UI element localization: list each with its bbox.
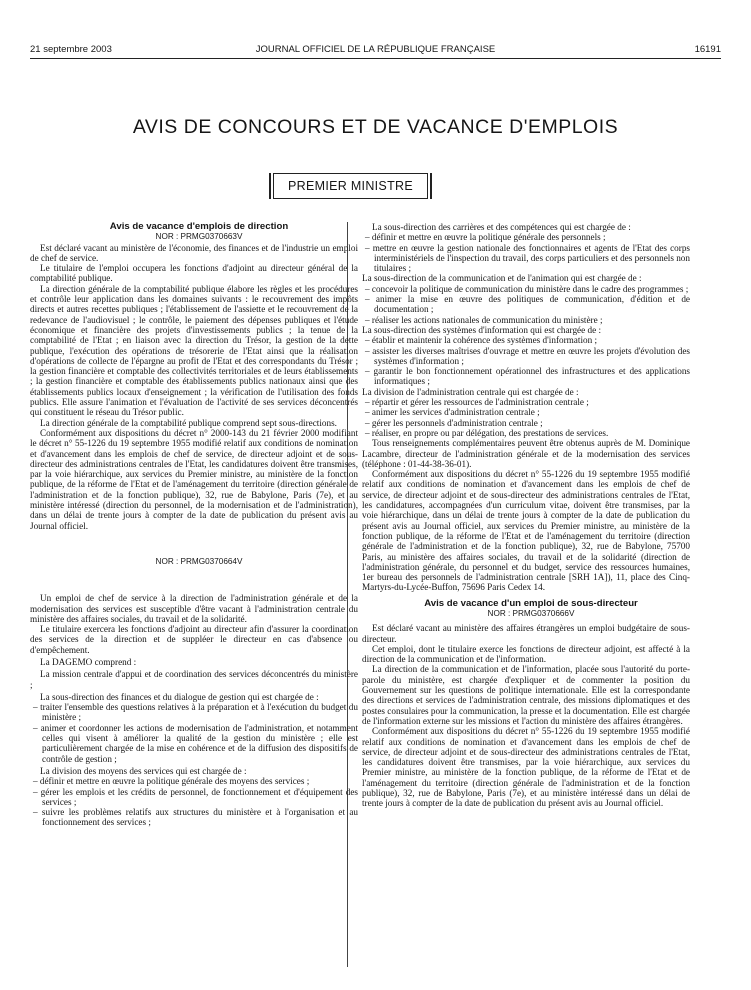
main-title: AVIS DE CONCOURS ET DE VACANCE D'EMPLOIS <box>132 116 619 138</box>
paragraph: Est déclaré vacant au ministère des affaires étrangères un emploi budgétaire de sous-directeur. <box>362 623 690 644</box>
nor-reference: NOR : PRMG0370663V <box>155 232 243 242</box>
section-heading: PREMIER MINISTRE <box>273 173 428 199</box>
list-item: – assister les diverses maîtrises d'ouvrage et mettre en œuvre les projets d'évolution des systèmes d'information ; <box>362 346 690 367</box>
paragraph: Est déclaré vacant au ministère de l'économie, des finances et de l'industrie un emploi de chef de service. <box>30 242 358 263</box>
nor-reference: NOR : PRMG0370664V <box>155 556 243 566</box>
list-item: – gérer les emplois et les crédits de personnel, de fonctionnement et d'équipement des services ; <box>30 787 358 808</box>
avis-heading: Avis de vacance d'un emploi de sous-directeur <box>424 597 638 609</box>
duty-list <box>362 284 690 325</box>
paragraph: Le titulaire de l'emploi occupera les fonctions d'adjoint au directeur général de la comptabilité publique. <box>30 263 358 284</box>
paragraph: La DAGEMO comprend : <box>40 656 137 667</box>
list-item: – animer la mise en œuvre des politiques de communication, d'édition et de documentation ; <box>362 294 690 315</box>
list-item: – suivre les problèmes relatifs aux structures du ministère et à l'organisation et au fonctionnement des services ; <box>30 807 358 828</box>
paragraph: Conformément aux dispositions du décret n° 55-1226 du 19 septembre 1955 modifié relatif aux conditions de nomination et d'avancement dans les emplois de chef de service, de directeur adjoint et de sous-directeur des administrations centrales de l'Etat, les candidatures, accompagnées d'un curriculum vitae, doivent être transmises, par la voie hiérarchique, dans un délai de trente jours à compter de la date de publication du présent avis au Journal officiel, aux services du Premier ministre, au ministère de la fonction publique, de la réforme de l'Etat et de l'aménagement du territoire (direction générale de l'administration et de la fonction publique), 32, rue de Babylone, 75700 Paris, au ministère des affaires sociales, du travail et de la solidarité (direction de l'administration générale, du personnel et du budget, service des ressources humaines, 1er bureau des personnels de l'administration centrale [SRH 1A]), 11, place des Cinq-Martyrs-du-Lycée-Buffon, 75696 Paris Cedex 14. <box>362 469 690 593</box>
paragraph: La direction générale de la comptabilité publique élabore les règles et les procédures et contrôle leur application dans les domaines suivants : le recouvrement des impôts directs et autres recettes publiques ; l'établissement de l'assiette et le recouvrement de la redevance de l'audiovisuel ; le contrôle, le paiement des dépenses publiques et l'étude économique et financière des projets d'investissements publics ; la tenue de la comptabilité de l'Etat ; en liaison avec la direction du Trésor, la gestion de la dette publique, l'exécution des opérations de trésorerie de l'Etat ainsi que la réalisation d'opérations de collecte de l'épargne au profit de l'Etat et des correspondants du Trésor ; la gestion financière et comptable des collectivités territoriales et de leurs établissements ; la gestion financière et comptable des établissements publics nationaux ainsi que des établissements publics locaux d'enseignement ; la vérification de l'utilisation des fonds publics. Elle assure l'animation et l'évaluation de l'activité de ses services déconcentrés qui constituent le réseau du Trésor public. <box>30 283 358 418</box>
paragraph: Conformément aux dispositions du décret n° 2000-143 du 21 février 2000 modifiant le décret n° 55-1226 du 19 septembre 1955 modifié relatif aux conditions de nomination et d'avancement dans les emplois de chef de service, de directeur adjoint et de sous-directeur des administrations centrales de l'Etat, les candidatures doivent être transmises, par la voie hiérarchique, aux services du Premier ministre, au ministère de la fonction publique, de la réforme de l'Etat et de l'aménagement du territoire (direction générale de l'administration et de la fonction publique), 32, rue de Babylone, Paris (7e), et au ministère intéressé (direction du personnel, de la modernisation et de l'administration), dans un délai de trente jours à compter de la date de publication du présent avis au Journal officiel. <box>30 427 358 531</box>
paragraph: La sous-direction des systèmes d'information qui est chargée de : <box>362 324 602 335</box>
list-item: – gérer les personnels d'administration centrale ; <box>362 418 690 428</box>
header-journal-title: JOURNAL OFFICIEL DE LA RÉPUBLIQUE FRANÇAISE <box>255 44 496 55</box>
paragraph: La division des moyens des services qui est chargée de : <box>40 765 247 776</box>
list-item: – mettre en œuvre la gestion nationale des fonctionnaires et agents de l'Etat des corps interministériels de l'inspection du travail, des corps particuliers et des personnels non titulaires ; <box>362 243 690 274</box>
duty-list <box>30 776 358 827</box>
header-date: 21 septembre 2003 <box>30 44 112 55</box>
page-header <box>30 44 721 59</box>
list-item: – traiter l'ensemble des questions relatives à la préparation et à l'exécution du budget du ministère ; <box>30 702 358 723</box>
list-item: – définir et mettre en œuvre la politique générale des moyens des services ; <box>30 776 358 786</box>
list-item: – définir et mettre en œuvre la politique générale des personnels ; <box>362 232 690 242</box>
duty-list <box>362 232 690 273</box>
paragraph: La division de l'administration centrale qui est chargée de : <box>362 386 579 397</box>
paragraph: Tous renseignements complémentaires peuvent être obtenus auprès de M. Dominique Lacambre, directeur de l'administration générale et de la modernisation des services (téléphone : 01-44-38-36-01). <box>362 438 690 469</box>
avis-heading: Avis de vacance d'emplois de direction <box>109 221 289 232</box>
paragraph: Un emploi de chef de service à la direction de l'administration générale et de la modernisation des services est susceptible d'être vacant à l'administration centrale du ministère des affaires sociales, du travail et de la solidarité. <box>30 593 358 624</box>
list-item: – animer les services d'administration centrale ; <box>362 407 690 417</box>
nor-reference: NOR : PRMG0370666V <box>487 608 575 618</box>
paragraph: La sous-direction des finances et du dialogue de gestion qui est chargée de : <box>40 691 319 702</box>
paragraph: La sous-direction des carrières et des compétences qui est chargée de : <box>372 222 631 232</box>
duty-list <box>362 335 690 386</box>
paragraph: La direction générale de la comptabilité publique comprend sept sous-directions. <box>40 417 337 428</box>
list-item: – réaliser les actions nationales de communication du ministère ; <box>362 315 690 325</box>
duty-list <box>30 702 358 764</box>
list-item: – concevoir la politique de communication du ministère dans le cadre des programmes ; <box>362 284 690 294</box>
list-item: – répartir et gérer les ressources de l'administration centrale ; <box>362 397 690 407</box>
paragraph: Conformément aux dispositions du décret n° 55-1226 du 19 septembre 1955 modifié relatif aux conditions de nomination et d'avancement dans les emplois de chef de service, de directeur adjoint et de sous-directeur des administrations centrales de l'Etat, les candidatures doivent être transmises, par la voie hiérarchique, aux services du Premier ministre, au ministère de la fonction publique, de la réforme de l'Etat et de l'aménagement du territoire (direction générale de l'administration et de la fonction publique), 32, rue de Babylone, Paris (7e), et au ministère intéressé dans un délai de trente jours à compter de la date de publication du présent avis au Journal officiel. <box>362 726 690 809</box>
list-item: – réaliser, en propre ou par délégation, des prestations de services. <box>362 428 690 438</box>
paragraph: La mission centrale d'appui et de coordination des services déconcentrés du ministère ; <box>30 669 358 690</box>
paragraph: Cet emploi, dont le titulaire exerce les fonctions de directeur adjoint, est affecté à la direction de la communication et de l'information. <box>362 643 690 665</box>
paragraph: Le titulaire exercera les fonctions d'adjoint au directeur afin d'assurer la coordination des services de la direction et de suppléer le directeur en cas d'absence ou d'empêchement. <box>30 624 358 655</box>
list-item: – établir et maintenir la cohérence des systèmes d'information ; <box>362 335 690 345</box>
right-column <box>362 222 690 809</box>
list-item: – animer et coordonner les actions de modernisation de l'administration, et notamment celles qui visent à améliorer la qualité de la gestion du ministère ; elle est particulièrement chargée de la mise en cohérence et de la diffusion des dispositifs de contrôle de gestion ; <box>30 723 358 764</box>
list-item: – garantir le bon fonctionnement opérationnel des infrastructures et des applications informatiques ; <box>362 366 690 387</box>
paragraph: La sous-direction de la communication et de l'animation qui est chargée de : <box>362 273 642 284</box>
paragraph: La direction de la communication et de l'information, placée sous l'autorité du porte-parole du ministère, est chargée d'expliquer et de commenter la position du Gouvernement sur les questions de politique internationale. Elle est la correspondante des directions et services de l'administration centrale, des missions diplomatiques et des postes consulaires pour la communication, la presse et la documentation. Elle est chargée de l'information externe sur les missions et l'action du ministère des affaires étrangères. <box>362 664 690 726</box>
left-column <box>30 222 358 828</box>
header-page-number: 16191 <box>694 44 721 55</box>
duty-list <box>362 397 690 438</box>
